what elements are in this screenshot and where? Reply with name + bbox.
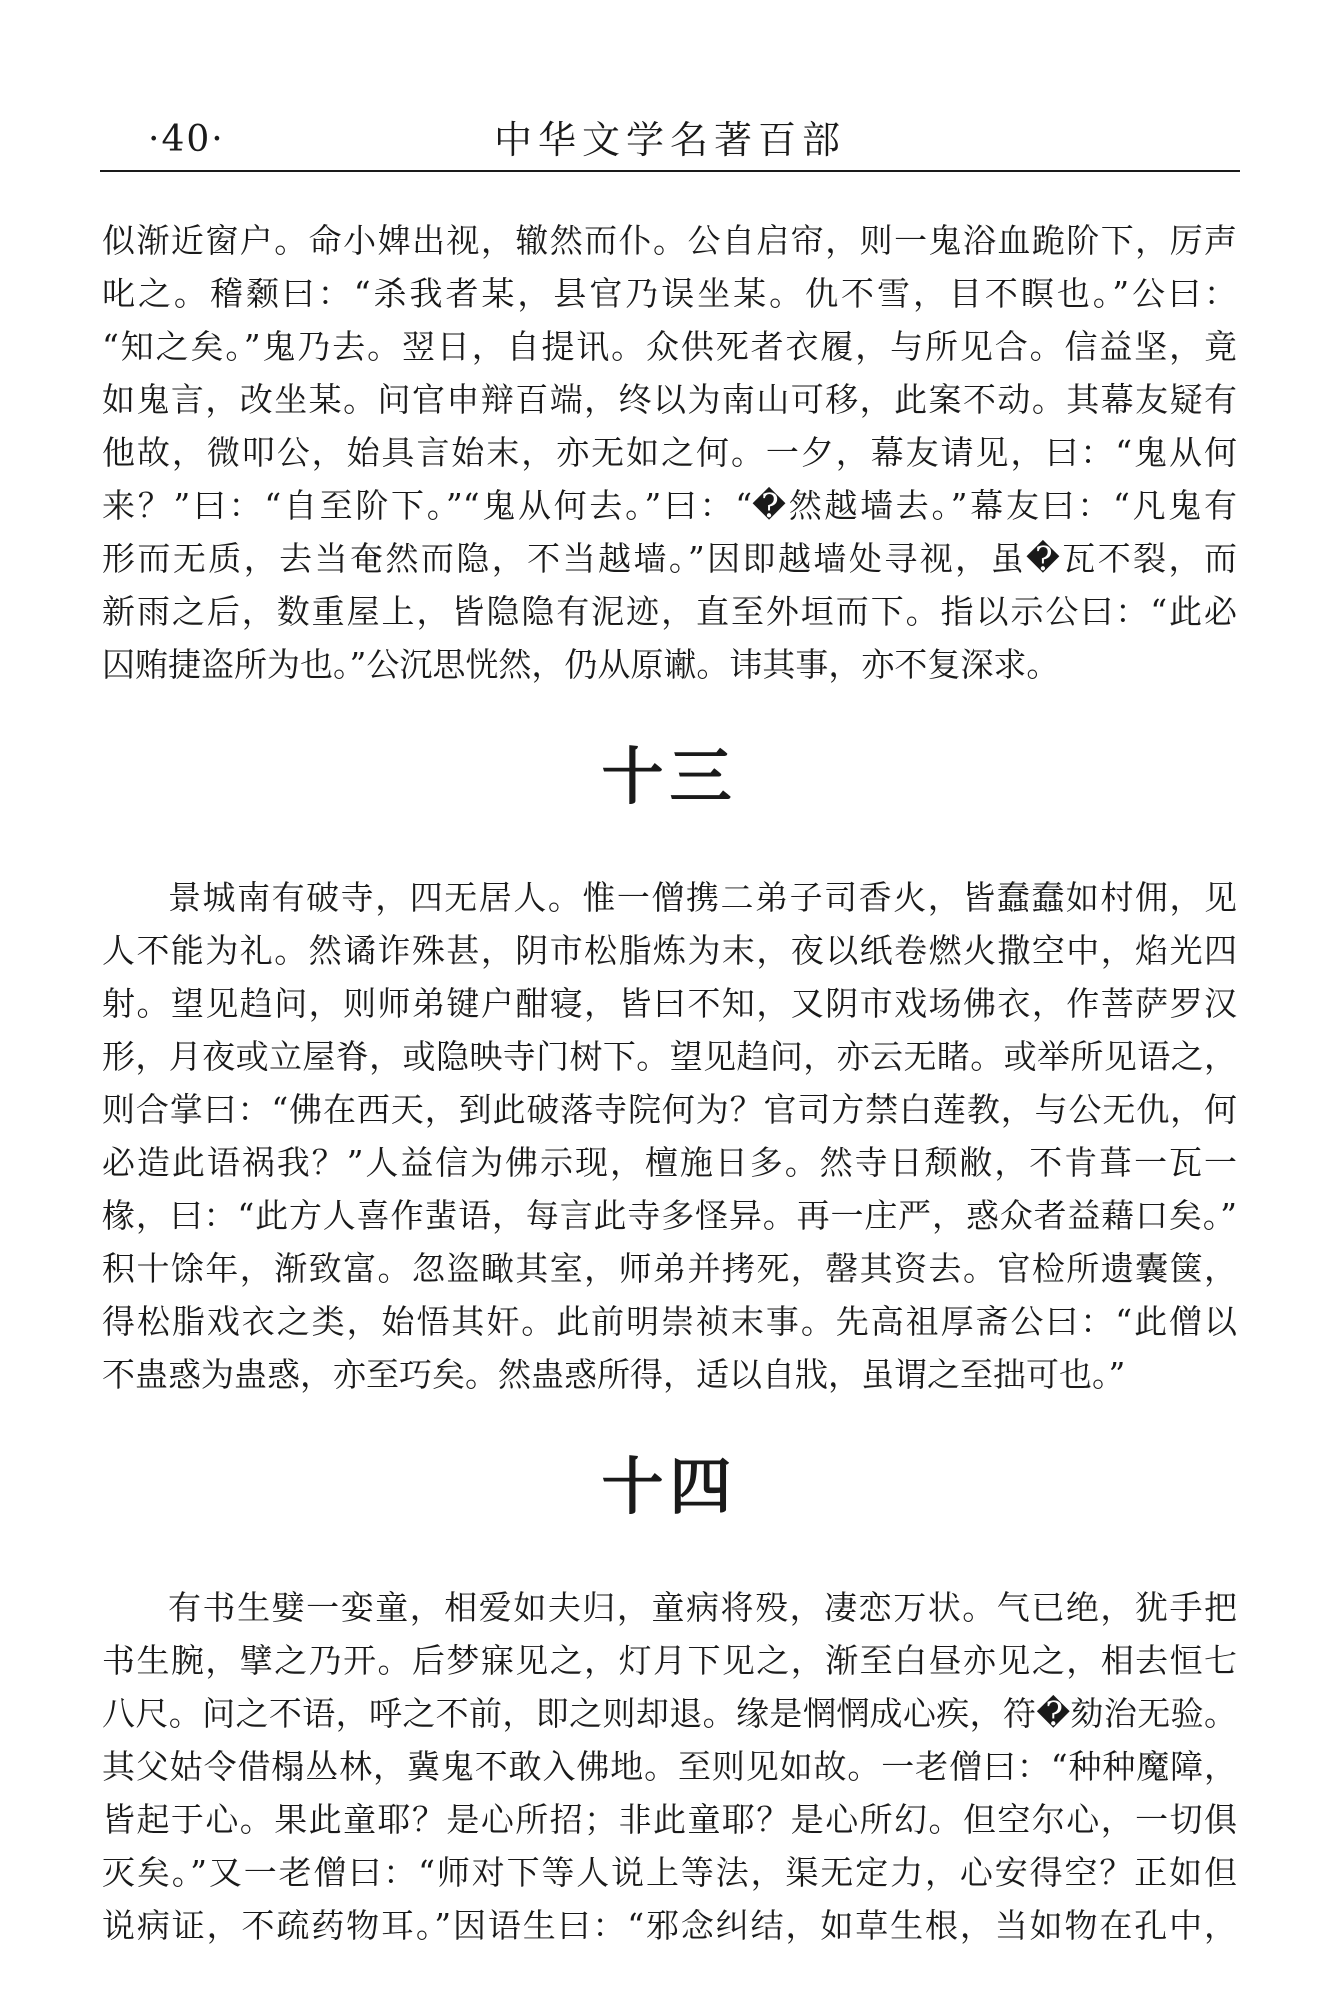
text-line: 八尺。问之不语，呼之不前，即之则却退。缘是惘惘成心疾，符�劾治无验。 [102, 1694, 1237, 1733]
text-line: 其父姑令借榻丛林，冀鬼不敢入佛地。至则见如故。一老僧曰：“种种魔障， [102, 1747, 1237, 1786]
text-line: 形，月夜或立屋脊，或隐映寺门树下。望见趋问，亦云无睹。或举所见语之， [102, 1037, 1237, 1076]
text-line: 有书生嬖一娈童，相爱如夫归，童病将殁，凄恋万状。气已绝，犹手把 [168, 1588, 1237, 1627]
text-line: 人不能为礼。然谲诈殊甚，阴市松脂炼为末，夜以纸卷燃火撒空中，焰光四 [102, 931, 1237, 970]
paragraph-13 [102, 871, 1237, 1401]
text-line: 形而无质，去当奄然而隐，不当越墙。”因即越墙处寻视，虽�瓦不裂，而 [102, 539, 1237, 578]
text-line: 叱之。稽颡曰：“杀我者某，县官乃误坐某。仇不雪，目不瞑也。”公曰： [102, 274, 1237, 313]
text-line: 则合掌曰：“佛在西天，到此破落寺院何为？官司方禁白莲教，与公无仇，何 [102, 1090, 1237, 1129]
text-line: 椽，曰：“此方人喜作蜚语，每言此寺多怪异。再一庄严，惑众者益藉口矣。” [102, 1196, 1237, 1235]
text-line: 新雨之后，数重屋上，皆隐隐有泥迹，直至外垣而下。指以示公曰：“此必 [102, 592, 1237, 631]
text-line: 说病证，不疏药物耳。”因语生曰：“邪念纠结，如草生根，当如物在孔中， [102, 1906, 1237, 1945]
header-rule [100, 170, 1240, 172]
page-number: ·40· [148, 119, 225, 160]
text-line: 皆起于心。果此童耶？是心所招；非此童耶？是心所幻。但空尔心，一切俱 [102, 1800, 1237, 1839]
page-header [100, 112, 1240, 168]
text-line: 射。望见趋问，则师弟键户酣寝，皆曰不知，又阴市戏场佛衣，作菩萨罗汉 [102, 984, 1237, 1023]
text-line: 灭矣。”又一老僧曰：“师对下等人说上等法，渠无定力，心安得空？正如但 [102, 1853, 1237, 1892]
text-line: 他故，微叩公，始具言始末，亦无如之何。一夕，幕友请见，曰：“鬼从何 [102, 433, 1237, 472]
paragraph-14 [102, 1581, 1237, 1952]
text-line: 似渐近窗户。命小婢出视，辙然而仆。公自启帘，则一鬼浴血跪阶下，厉声 [102, 221, 1237, 260]
page-body [102, 214, 1237, 1952]
text-line: “知之矣。”鬼乃去。翌日，自提讯。众供死者衣履，与所见合。信益坚，竟 [102, 327, 1237, 366]
text-line: 囚贿捷盗所为也。”公沉思恍然，仍从原谳。讳其事，亦不复深求。 [102, 645, 1060, 684]
section-title-14: 十四 [601, 1450, 738, 1523]
text-line: 如鬼言，改坐某。问官申辩百端，终以为南山可移，此案不动。其幕友疑有 [102, 380, 1237, 419]
text-line: 来？”曰：“自至阶下。”“鬼从何去。”曰：“�然越墙去。”幕友曰：“凡鬼有 [102, 486, 1237, 525]
text-line: 不蛊惑为蛊惑，亦至巧矣。然蛊惑所得，适以自戕，虽谓之至拙可也。” [102, 1355, 1126, 1394]
text-line: 景城南有破寺，四无居人。惟一僧携二弟子司香火，皆蠢蠢如村佣，见 [168, 878, 1237, 917]
section-title-13: 十三 [601, 740, 738, 813]
text-line: 书生腕，擘之乃开。后梦寐见之，灯月下见之，渐至白昼亦见之，相去恒七 [102, 1641, 1237, 1680]
running-title: 中华文学名著百部 [493, 118, 846, 162]
text-line: 必造此语祸我？”人益信为佛示现，檀施日多。然寺日颓敝，不肯葺一瓦一 [102, 1143, 1237, 1182]
text-line: 积十馀年，渐致富。忽盗瞰其室，师弟并拷死，罄其资去。官检所遗囊箧， [102, 1249, 1237, 1288]
text-line: 得松脂戏衣之类，始悟其奸。此前明崇祯末事。先高祖厚斋公曰：“此僧以 [102, 1302, 1237, 1341]
paragraph-continued [102, 214, 1237, 691]
